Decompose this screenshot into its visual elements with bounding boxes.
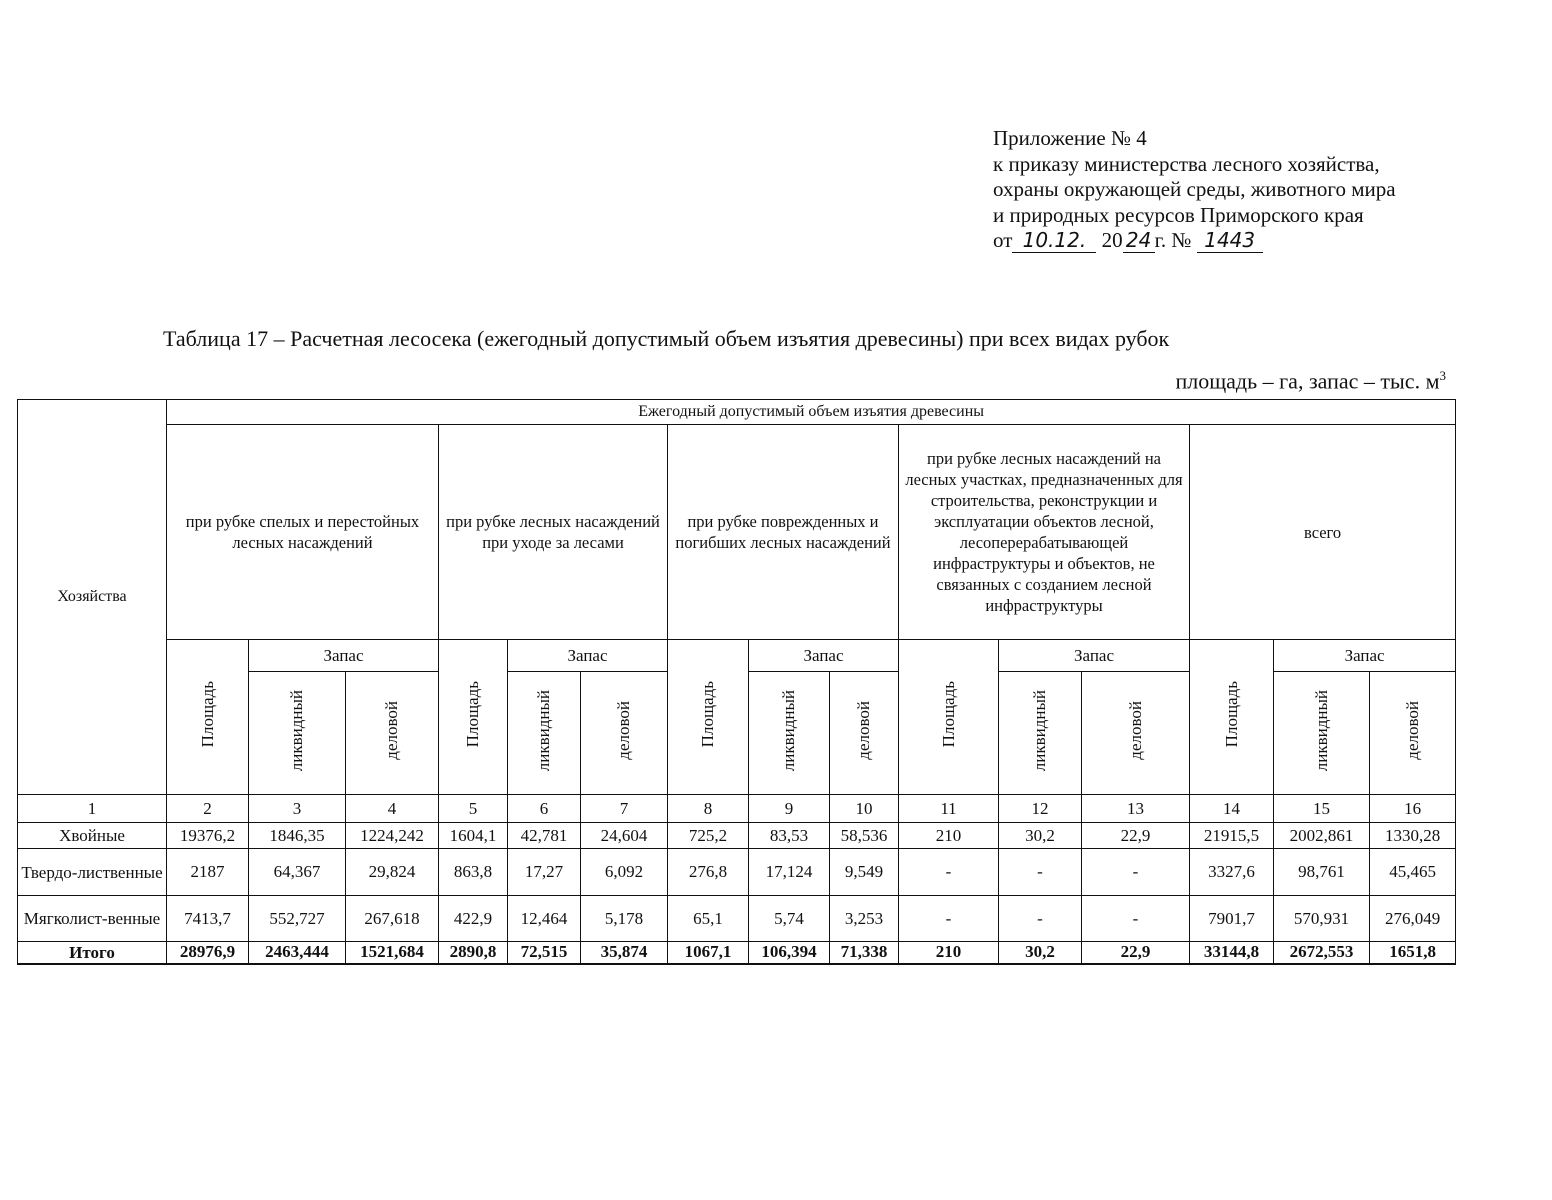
- liquid-header: [999, 672, 1082, 795]
- column-number: 6: [508, 795, 581, 823]
- table-cell: 45,465: [1370, 849, 1456, 896]
- column-number: 4: [346, 795, 439, 823]
- table-cell: 17,27: [508, 849, 581, 896]
- area-header: [668, 640, 749, 795]
- table-cell: 30,2: [999, 942, 1082, 964]
- column-number: 2: [167, 795, 249, 823]
- group-header-damaged: при рубке поврежденных и погибших лесных насаждений: [668, 425, 899, 640]
- area-header-label: Площадь: [698, 681, 717, 748]
- table-cell: 552,727: [249, 896, 346, 942]
- area-header-label: Площадь: [1221, 681, 1241, 748]
- table-cell: 2890,8: [439, 942, 508, 964]
- units-text: площадь – га, запас – тыс. м: [1175, 368, 1440, 394]
- table-cell: 17,124: [749, 849, 830, 896]
- handwritten-date: 10.12.: [1012, 228, 1096, 254]
- liquid-header-label: ликвидный: [534, 689, 553, 772]
- group-header-total: всего: [1190, 425, 1456, 640]
- table-cell: 19376,2: [167, 823, 249, 849]
- column-number: 1: [18, 795, 167, 823]
- table-cell: 725,2: [668, 823, 749, 849]
- year-suffix: г. №: [1154, 228, 1192, 252]
- table-cell: 7413,7: [167, 896, 249, 942]
- stock-header: Запас: [749, 640, 899, 672]
- units-superscript: 3: [1439, 368, 1446, 383]
- stock-header: Запас: [1274, 640, 1456, 672]
- business-header: [1370, 672, 1456, 795]
- table-row-softwood: [18, 896, 1456, 942]
- liquid-header: [1274, 672, 1370, 795]
- table-cell: 83,53: [749, 823, 830, 849]
- area-header-label: Площадь: [197, 681, 217, 748]
- table-cell: 1521,684: [346, 942, 439, 964]
- column-number: 8: [668, 795, 749, 823]
- row-name: Итого: [18, 942, 167, 964]
- column-number: 15: [1274, 795, 1370, 823]
- liquid-header-label: ликвидный: [779, 689, 798, 772]
- table-cell: 1651,8: [1370, 942, 1456, 964]
- handwritten-year: 24: [1123, 228, 1155, 254]
- table-cell: -: [899, 896, 999, 942]
- column-number: 14: [1190, 795, 1274, 823]
- table-cell: 24,604: [581, 823, 668, 849]
- row-name: Хвойные: [18, 823, 167, 849]
- table-cell: 7901,7: [1190, 896, 1274, 942]
- year-prefix: 20: [1101, 228, 1123, 252]
- column-number: 7: [581, 795, 668, 823]
- table-cell: 276,049: [1370, 896, 1456, 942]
- units-note: [1000, 368, 1446, 394]
- table-cell: 267,618: [346, 896, 439, 942]
- area-header-label: Площадь: [938, 681, 958, 748]
- table-cell: 21915,5: [1190, 823, 1274, 849]
- table-cell: 98,761: [1274, 849, 1370, 896]
- appendix-line-3: охраны окружающей среды, животного мира: [993, 177, 1396, 201]
- column-number: 12: [999, 795, 1082, 823]
- business-header-label: деловой: [382, 701, 401, 760]
- table-cell: 106,394: [749, 942, 830, 964]
- group-header-care: при рубке лесных насаждений при уходе за лесами: [439, 425, 668, 640]
- date-prefix: от: [993, 228, 1013, 252]
- table-cell: 22,9: [1082, 942, 1190, 964]
- row-name: Мягколист-венные: [18, 896, 167, 942]
- liquid-header-label: ликвидный: [1311, 689, 1331, 772]
- table-cell: 5,74: [749, 896, 830, 942]
- area-header: [899, 640, 999, 795]
- liquid-header: [749, 672, 830, 795]
- column-number: 9: [749, 795, 830, 823]
- table-cell: 1846,35: [249, 823, 346, 849]
- business-header: [346, 672, 439, 795]
- table-cell: 58,536: [830, 823, 899, 849]
- business-header: [830, 672, 899, 795]
- column-number: 10: [830, 795, 899, 823]
- table-cell: 65,1: [668, 896, 749, 942]
- table-cell: 863,8: [439, 849, 508, 896]
- table-cell: -: [1082, 896, 1190, 942]
- table-cell: 210: [899, 823, 999, 849]
- table-cell: 12,464: [508, 896, 581, 942]
- table-row-coniferous: [18, 823, 1456, 849]
- area-header: [1190, 640, 1274, 795]
- business-header-label: деловой: [614, 701, 633, 760]
- stock-header: Запас: [249, 640, 439, 672]
- table-cell: 570,931: [1274, 896, 1370, 942]
- row-name: Твердо-лиственные: [18, 849, 167, 896]
- table-cell: 5,178: [581, 896, 668, 942]
- liquid-header: [508, 672, 581, 795]
- table-row-hardwood: [18, 849, 1456, 896]
- business-header: [581, 672, 668, 795]
- column-number: 11: [899, 795, 999, 823]
- table-cell: -: [999, 896, 1082, 942]
- table-cell: 276,8: [668, 849, 749, 896]
- handwritten-number: 1443: [1197, 228, 1263, 254]
- table-row-total: [18, 942, 1456, 964]
- table-cell: 22,9: [1082, 823, 1190, 849]
- area-header: [439, 640, 508, 795]
- appendix-header: [993, 126, 1396, 254]
- table-cell: 210: [899, 942, 999, 964]
- column-number: 5: [439, 795, 508, 823]
- table-cell: 3327,6: [1190, 849, 1274, 896]
- business-header-label: деловой: [1402, 701, 1422, 760]
- table-cell: 29,824: [346, 849, 439, 896]
- stock-header: Запас: [508, 640, 668, 672]
- column-numbers-row: [18, 795, 1456, 823]
- liquid-header-label: ликвидный: [287, 689, 306, 772]
- table-title: Таблица 17 – Расчетная лесосека (ежегодный допустимый объем изъятия древесины) при всех видах рубок: [163, 326, 1170, 351]
- table-cell: 42,781: [508, 823, 581, 849]
- table-cell: -: [999, 849, 1082, 896]
- group-header-mature: при рубке спелых и перестойных лесных насаждений: [167, 425, 439, 640]
- table-cell: 422,9: [439, 896, 508, 942]
- table-cell: 2187: [167, 849, 249, 896]
- column-number: 3: [249, 795, 346, 823]
- table-cell: 9,549: [830, 849, 899, 896]
- business-header-label: деловой: [854, 701, 873, 760]
- liquid-header-label: ликвидный: [1030, 689, 1049, 772]
- appendix-date-line: [993, 228, 1396, 254]
- table-cell: 1604,1: [439, 823, 508, 849]
- table-cell: 3,253: [830, 896, 899, 942]
- table-cell: 2463,444: [249, 942, 346, 964]
- table-cell: -: [899, 849, 999, 896]
- area-header-label: Площадь: [463, 681, 482, 748]
- table-cell: 28976,9: [167, 942, 249, 964]
- appendix-title: Приложение № 4: [993, 126, 1147, 150]
- column-number: 13: [1082, 795, 1190, 823]
- table-cell: 71,338: [830, 942, 899, 964]
- table-cell: 6,092: [581, 849, 668, 896]
- table-cell: 33144,8: [1190, 942, 1274, 964]
- business-header-label: деловой: [1125, 701, 1145, 760]
- column-number: 16: [1370, 795, 1456, 823]
- farm-header: Хозяйства: [18, 400, 167, 795]
- main-header: Ежегодный допустимый объем изъятия древесины: [167, 400, 1456, 425]
- table-cell: 2672,553: [1274, 942, 1370, 964]
- table-cell: 64,367: [249, 849, 346, 896]
- table-cell: 35,874: [581, 942, 668, 964]
- table-cell: 1224,242: [346, 823, 439, 849]
- business-header: [1082, 672, 1190, 795]
- area-header: [167, 640, 249, 795]
- table-cell: -: [1082, 849, 1190, 896]
- appendix-line-4: и природных ресурсов Приморского края: [993, 202, 1364, 227]
- table-cell: 1330,28: [1370, 823, 1456, 849]
- table-cell: 72,515: [508, 942, 581, 964]
- table-cell: 30,2: [999, 823, 1082, 849]
- harvest-table: [17, 399, 1456, 965]
- liquid-header: [249, 672, 346, 795]
- stock-header: Запас: [999, 640, 1190, 672]
- table-cell: 1067,1: [668, 942, 749, 964]
- appendix-line-2: к приказу министерства лесного хозяйства,: [993, 151, 1380, 176]
- group-header-construction: при рубке лесных насаждений на лесных участках, предназначенных для строительства, реконструкции и эксплуатации объектов лесной, лесоперерабатывающей инфраструктуры и объектов, не связанных с созданием лесной инфраструктуры: [899, 425, 1190, 640]
- table-cell: 2002,861: [1274, 823, 1370, 849]
